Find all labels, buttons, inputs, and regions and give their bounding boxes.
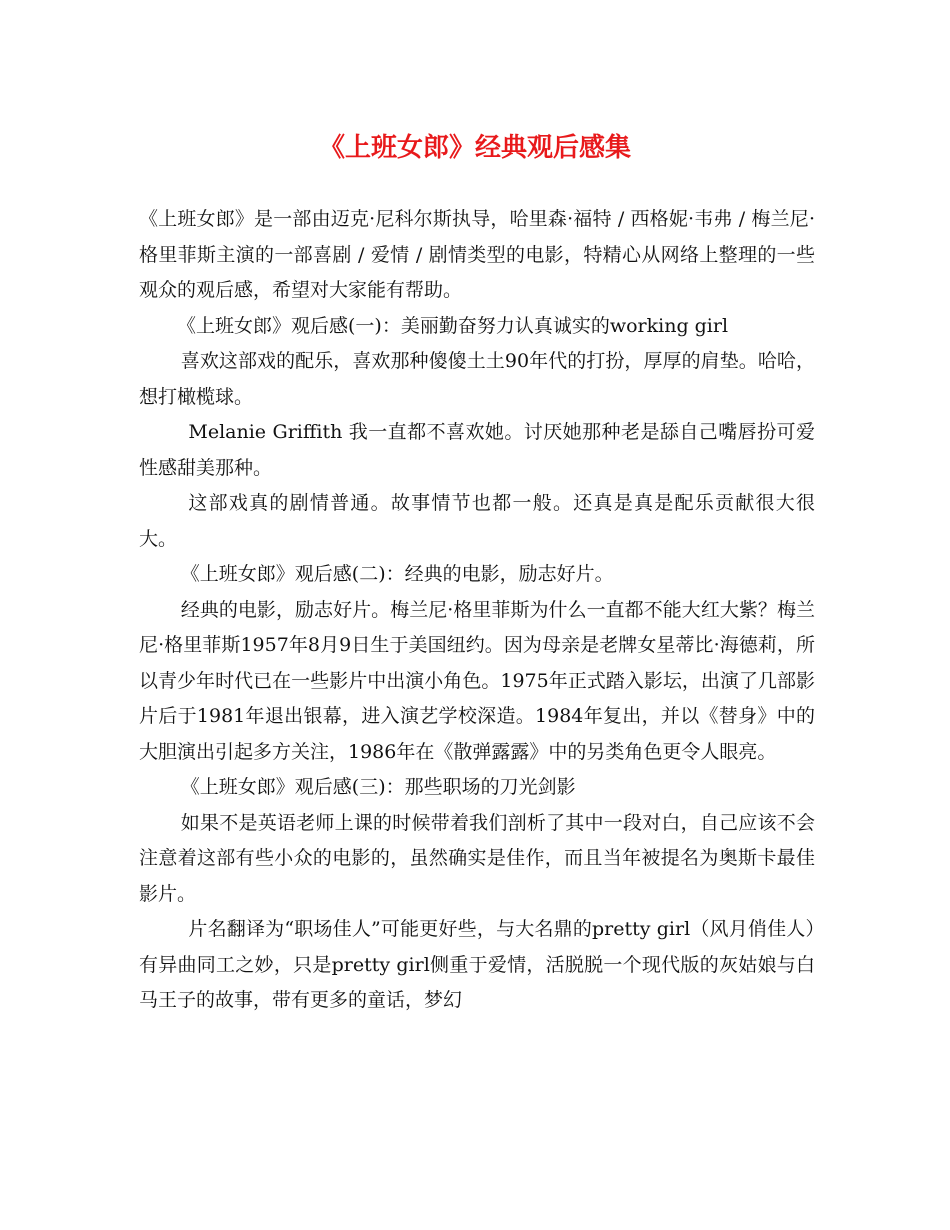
section-heading-1: 《上班女郎》观后感(一)：美丽勤奋努力认真诚实的working girl [177,314,729,337]
paragraph: 片名翻译为“职场佳人”可能更好些，与大名鼎的pretty girl（风月俏佳人）有异曲同工之妙，只是pretty girl侧重于爱情，活脱脱一个现代版的灰姑娘与白马王子的故事，带有更多的童话，梦幻 [139,918,815,1011]
paragraph: 经典的电影，励志好片。梅兰尼·格里菲斯为什么一直都不能大红大紫？梅兰尼·格里菲斯1957年8月9日生于美国纽约。因为母亲是老牌女星蒂比·海德莉，所以青少年时代已在一些影片中出演小角色。1975年正式踏入影坛，出演了几部影片后于1981年退出银幕，进入演艺学校深造。1984年复出，并以《替身》中的大胆演出引起多方关注，1986年在《散弹露露》中的另类角色更令人眼亮。 [139,598,815,763]
paragraph: Melanie Griffith 我一直都不喜欢她。讨厌她那种老是舔自己嘴唇扮可爱性感甜美那种。 [139,421,815,479]
document-body [139,202,815,1019]
paragraph: 如果不是英语老师上课的时候带着我们剖析了其中一段对白，自己应该不会注意着这部有些小众的电影的，虽然确实是佳作，而且当年被提名为奥斯卡最佳影片。 [139,811,815,905]
paragraph: 喜欢这部戏的配乐，喜欢那种傻傻土土90年代的打扮，厚厚的肩垫。哈哈，想打橄榄球。 [139,350,815,408]
paragraph-intro: 《上班女郎》是一部由迈克·尼科尔斯执导，哈里森·福特 / 西格妮·韦弗 / 梅兰尼·格里菲斯主演的一部喜剧 / 爱情 / 剧情类型的电影，特精心从网络上整理的一些观众的观后感，希望对大家能有帮助。 [139,208,815,301]
document-title: 《上班女郎》经典观后感集 [318,133,631,163]
paragraph: 这部戏真的剧情普通。故事情节也都一般。还真是真是配乐贡献很大很大。 [139,492,815,550]
section-heading-2: 《上班女郎》观后感(二)：经典的电影，励志好片。 [180,563,614,585]
section-heading-3: 《上班女郎》观后感(三)：那些职场的刀光剑影 [180,776,576,798]
